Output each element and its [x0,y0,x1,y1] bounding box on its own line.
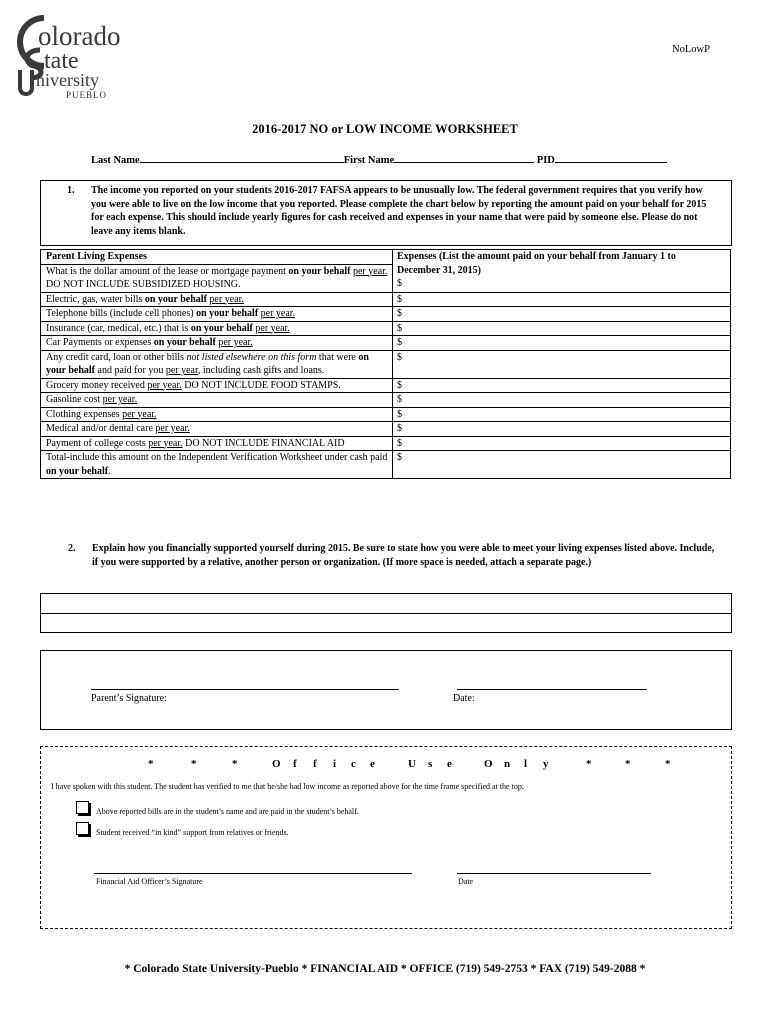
first-name-field[interactable] [394,152,534,163]
dollar-field[interactable]: $ [397,278,402,289]
officer-signature-label: Financial Aid Officer’s Signature [96,877,203,886]
dollar-field[interactable]: $ [393,407,731,422]
row-other-bills: Any credit card, loan or other bills not listed elsewhere on this form that were on your behalf and paid for you per year, including cash gifts and loans. [41,350,393,378]
parent-signature-label: Parent’s Signature: [91,693,167,704]
parent-signature-box [40,650,732,730]
table-row [41,436,731,451]
parent-date-label: Date: [453,693,475,704]
table-row [41,451,731,479]
row-utilities: Electric, gas, water bills on your behalf per year. [41,292,393,307]
first-name-label: First Name [343,155,395,166]
pid-label: PID [536,155,555,166]
officer-date-line[interactable] [457,873,651,874]
left-header: Parent Living Expenses [41,250,393,265]
right-header-cell [393,250,731,293]
table-row [41,422,731,437]
row-telephone: Telephone bills (include cell phones) on your behalf per year. [41,307,393,322]
row-car-payments: Car Payments or expenses on your behalf per year. [41,336,393,351]
dollar-field[interactable]: $ [393,350,731,378]
checkbox-in-kind-label: Student received “in kind” support from relatives or friends. [96,828,289,837]
officer-signature-line[interactable] [94,873,412,874]
row-grocery: Grocery money received per year. DO NOT INCLUDE FOOD STAMPS. [41,378,393,393]
logo-line-2: tate [44,48,79,74]
logo-line-3: niversity [36,70,99,90]
row-clothing: Clothing expenses per year. [41,407,393,422]
dollar-field[interactable]: $ [393,307,731,322]
office-use-box: * * * O f f i c e U s e O n l y * * * I have spoken with this student. The student has verified to me that he/she had low income as reported above for the time frame specified at the top. Above reported bills are in the student’s name and are paid in the student’s behalf. Student received “in kind” support from relatives or friends. Financial Aid Officer’s Signature Date [40,746,732,929]
section-1-text: The income you reported on your students 2016-2017 FAFSA appears to be unusually low. The federal government requires that you verify how you were able to live on the low income that you reported. Please complete the chart below by reporting the amount paid on your behalf for 2015 for each expense. This should include yearly figures for cash received and expenses in your name that were paid by someone else. Please do not leave any items blank. [91,185,707,237]
section-2-text: Explain how you financially supported yourself during 2015. Be sure to state how you were able to meet your living expenses listed above. Include, if you were supported by a relative, another person or organization. (If more space is needed, attach a separate page.) [92,543,715,568]
logo-line-1: olorado [38,21,121,51]
row-college-costs: Payment of college costs per year. DO NOT INCLUDE FINANCIAL AID [41,436,393,451]
dollar-field[interactable]: $ [393,436,731,451]
dollar-field[interactable]: $ [393,378,731,393]
university-logo [14,12,164,100]
dollar-field[interactable]: $ [393,292,731,307]
table-row [41,393,731,408]
section-1-box [40,180,732,246]
section-1-number: 1. [67,185,75,196]
checkbox-bills-label: Above reported bills are in the student’s name and are paid in the student’s behalf. [96,807,359,816]
table-row [41,350,731,378]
dollar-field[interactable]: $ [393,422,731,437]
dollar-field[interactable]: $ [393,393,731,408]
table-row [41,407,731,422]
officer-date-label: Date [458,877,474,886]
row-insurance: Insurance (car, medical, etc.) that is on your behalf per year. [41,321,393,336]
last-name-label: Last Name [91,155,140,166]
section-2-number: 2. [68,543,76,554]
table-row [41,307,731,322]
footer-contact: * Colorado State University-Pueblo * FINANCIAL AID * OFFICE (719) 549-2753 * FAX (719) 549-2088 * [124,963,646,975]
table-row [41,378,731,393]
answer-line [41,632,731,633]
table-header-row [41,250,731,265]
right-header: Expenses (List the amount paid on your behalf from January 1 to December 31, 2015) [397,251,676,276]
dollar-field[interactable]: $ [393,321,731,336]
row-gasoline: Gasoline cost per year. [41,393,393,408]
answer-line [41,593,731,594]
checkbox-in-kind-support[interactable] [76,822,89,835]
expenses-table [40,249,731,479]
page-title: 2016-2017 NO or LOW INCOME WORKSHEET [252,122,518,136]
explanation-area[interactable] [40,593,732,633]
officer-statement: I have spoken with this student. The student has verified to me that he/she had low income as reported above for the time frame specified at the top. [51,782,524,791]
dollar-field[interactable]: $ [393,451,731,479]
logo-line-4: PUEBLO [66,90,108,100]
table-row [41,321,731,336]
name-fields [91,152,667,166]
parent-date-line[interactable] [457,689,647,690]
row-medical: Medical and/or dental care per year. [41,422,393,437]
table-row [41,336,731,351]
form-code: NoLowP [672,44,710,55]
last-name-field[interactable] [140,152,344,163]
parent-signature-line[interactable] [91,689,399,690]
checkbox-bills-in-name[interactable] [76,801,89,814]
dollar-field[interactable]: $ [393,336,731,351]
table-row [41,292,731,307]
row-mortgage: What is the dollar amount of the lease or mortgage payment on your behalf per year. DO NOT INCLUDE SUBSIDIZED HOUSING. [41,264,393,292]
pid-field[interactable] [555,152,667,163]
answer-line [41,613,731,614]
row-total: Total-include this amount on the Independent Verification Worksheet under cash paid on your behalf. [41,451,393,479]
